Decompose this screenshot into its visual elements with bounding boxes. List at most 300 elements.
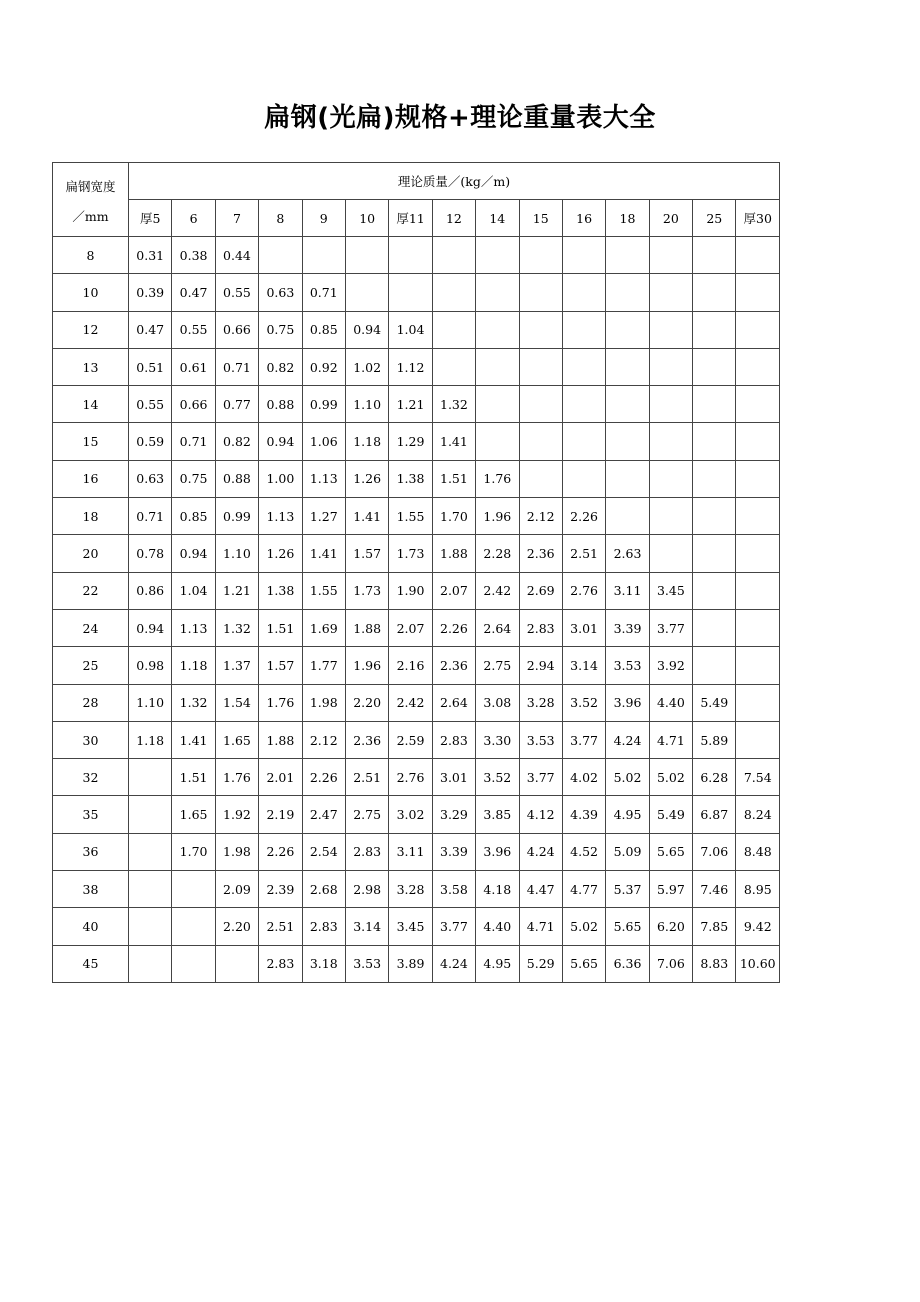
weight-cell: 1.76 [476, 460, 519, 497]
weight-cell: 4.18 [476, 871, 519, 908]
weight-cell: 6.20 [649, 908, 692, 945]
weight-cell: 3.96 [476, 833, 519, 870]
weight-cell: 7.46 [693, 871, 736, 908]
weight-cell [562, 311, 605, 348]
thickness-header-7: 12 [432, 200, 475, 237]
weight-cell: 4.24 [432, 945, 475, 982]
weight-cell: 2.26 [302, 759, 345, 796]
weight-cell [693, 647, 736, 684]
weight-cell [606, 460, 649, 497]
weight-cell: 5.02 [606, 759, 649, 796]
table-row [53, 311, 780, 348]
weight-cell: 2.83 [345, 833, 388, 870]
width-cell: 36 [53, 833, 129, 870]
weight-cell: 1.55 [389, 498, 432, 535]
page-title: 扁钢(光扁)规格+理论重量表大全 [264, 103, 656, 133]
weight-cell: 5.02 [649, 759, 692, 796]
weight-cell [736, 311, 780, 348]
table-row [53, 908, 780, 945]
thickness-header-6: 厚11 [389, 200, 432, 237]
weight-cell [129, 945, 172, 982]
weight-cell: 4.40 [649, 684, 692, 721]
weight-cell: 2.83 [259, 945, 302, 982]
weight-cell [736, 535, 780, 572]
weight-cell: 8.48 [736, 833, 780, 870]
weight-cell [259, 237, 302, 274]
weight-cell: 3.28 [519, 684, 562, 721]
weight-cell: 2.83 [432, 721, 475, 758]
weight-cell: 5.97 [649, 871, 692, 908]
width-cell: 35 [53, 796, 129, 833]
weight-cell: 2.75 [476, 647, 519, 684]
weight-cell: 1.21 [389, 386, 432, 423]
thickness-header-row [53, 200, 780, 237]
weight-cell: 3.08 [476, 684, 519, 721]
weight-cell: 6.36 [606, 945, 649, 982]
weight-cell [345, 274, 388, 311]
weight-cell [693, 348, 736, 385]
weight-cell: 4.40 [476, 908, 519, 945]
weight-cell [562, 423, 605, 460]
weight-cell: 0.55 [215, 274, 258, 311]
weight-cell: 2.47 [302, 796, 345, 833]
weight-cell: 3.01 [432, 759, 475, 796]
weight-cell: 0.71 [215, 348, 258, 385]
weight-cell: 3.53 [519, 721, 562, 758]
width-cell: 38 [53, 871, 129, 908]
weight-cell [736, 721, 780, 758]
weight-cell: 0.44 [215, 237, 258, 274]
weight-cell: 0.75 [172, 460, 215, 497]
weight-cell [476, 274, 519, 311]
weight-cell: 2.42 [476, 572, 519, 609]
weight-cell: 1.54 [215, 684, 258, 721]
weight-cell: 1.88 [432, 535, 475, 572]
weight-cell [736, 572, 780, 609]
weight-cell [693, 498, 736, 535]
weight-cell: 1.10 [345, 386, 388, 423]
weight-cell: 0.39 [129, 274, 172, 311]
weight-cell: 2.51 [259, 908, 302, 945]
weight-cell: 0.94 [259, 423, 302, 460]
weight-cell: 1.98 [302, 684, 345, 721]
weight-cell: 1.65 [172, 796, 215, 833]
weight-cell: 4.52 [562, 833, 605, 870]
weight-cell: 9.42 [736, 908, 780, 945]
table-row [53, 721, 780, 758]
weight-cell: 2.12 [302, 721, 345, 758]
weight-cell: 0.61 [172, 348, 215, 385]
table-row [53, 871, 780, 908]
weight-cell [606, 274, 649, 311]
weight-cell [476, 348, 519, 385]
weight-cell [693, 609, 736, 646]
weight-cell: 0.71 [129, 498, 172, 535]
weight-cell: 3.77 [649, 609, 692, 646]
weight-cell: 1.51 [432, 460, 475, 497]
weight-cell: 3.02 [389, 796, 432, 833]
weight-cell: 1.13 [172, 609, 215, 646]
header-row-1 [53, 163, 780, 200]
weight-cell: 0.66 [172, 386, 215, 423]
weight-cell: 0.38 [172, 237, 215, 274]
weight-cell: 2.75 [345, 796, 388, 833]
weight-cell [736, 348, 780, 385]
weight-cell [562, 237, 605, 274]
weight-cell [302, 237, 345, 274]
thickness-header-4: 9 [302, 200, 345, 237]
weight-cell [736, 386, 780, 423]
weight-cell: 1.38 [259, 572, 302, 609]
weight-cell: 3.30 [476, 721, 519, 758]
weight-cell [519, 237, 562, 274]
weight-cell [129, 759, 172, 796]
weight-cell: 0.55 [172, 311, 215, 348]
table-row [53, 423, 780, 460]
weight-cell: 1.13 [302, 460, 345, 497]
weight-cell: 2.59 [389, 721, 432, 758]
weight-cell: 0.47 [129, 311, 172, 348]
weight-cell: 0.88 [259, 386, 302, 423]
table-row [53, 572, 780, 609]
weight-cell: 7.85 [693, 908, 736, 945]
weight-cell: 0.88 [215, 460, 258, 497]
weight-cell [476, 386, 519, 423]
weight-cell: 6.28 [693, 759, 736, 796]
weight-cell: 2.36 [519, 535, 562, 572]
weight-cell: 1.90 [389, 572, 432, 609]
table-row [53, 237, 780, 274]
weight-cell: 10.60 [736, 945, 780, 982]
weight-cell: 0.82 [215, 423, 258, 460]
weight-cell [736, 498, 780, 535]
weight-cell: 3.92 [649, 647, 692, 684]
weight-cell: 0.63 [259, 274, 302, 311]
weight-cell [649, 535, 692, 572]
weight-cell: 1.12 [389, 348, 432, 385]
weight-cell: 0.71 [302, 274, 345, 311]
weight-cell [736, 423, 780, 460]
weight-cell [519, 311, 562, 348]
weight-cell: 5.65 [649, 833, 692, 870]
thickness-header-9: 15 [519, 200, 562, 237]
weight-cell: 1.73 [345, 572, 388, 609]
weight-cell: 1.88 [345, 609, 388, 646]
weight-cell: 1.10 [129, 684, 172, 721]
weight-cell: 0.85 [172, 498, 215, 535]
weight-cell [562, 274, 605, 311]
weight-cell [389, 237, 432, 274]
weight-cell [736, 460, 780, 497]
weight-cell [693, 237, 736, 274]
thickness-header-14: 厚30 [736, 200, 780, 237]
weight-cell: 1.18 [345, 423, 388, 460]
weight-cell [649, 460, 692, 497]
weight-cell: 3.11 [606, 572, 649, 609]
table-row [53, 796, 780, 833]
table-row [53, 460, 780, 497]
weight-cell: 4.24 [606, 721, 649, 758]
width-cell: 30 [53, 721, 129, 758]
weight-cell: 2.09 [215, 871, 258, 908]
weight-cell: 1.13 [259, 498, 302, 535]
width-cell: 16 [53, 460, 129, 497]
weight-cell: 3.53 [345, 945, 388, 982]
width-cell: 20 [53, 535, 129, 572]
weight-cell: 3.77 [519, 759, 562, 796]
width-cell: 14 [53, 386, 129, 423]
weight-cell [606, 386, 649, 423]
weight-cell [693, 460, 736, 497]
weight-cell: 1.26 [345, 460, 388, 497]
weight-cell: 1.57 [259, 647, 302, 684]
weight-cell [606, 498, 649, 535]
weight-cell: 5.65 [606, 908, 649, 945]
weight-cell [649, 311, 692, 348]
weight-cell [519, 386, 562, 423]
weight-cell: 1.10 [215, 535, 258, 572]
table-row [53, 759, 780, 796]
weight-cell: 2.63 [606, 535, 649, 572]
mass-header-cell: 理论质量／(kg／m) [129, 163, 780, 200]
weight-cell: 7.06 [693, 833, 736, 870]
weight-cell: 1.76 [215, 759, 258, 796]
weight-cell: 2.68 [302, 871, 345, 908]
weight-cell: 2.26 [562, 498, 605, 535]
weight-cell [562, 348, 605, 385]
thickness-header-12: 20 [649, 200, 692, 237]
weight-cell: 1.32 [432, 386, 475, 423]
weight-cell: 0.71 [172, 423, 215, 460]
width-header-unit: ／mm [72, 208, 109, 224]
table-row [53, 833, 780, 870]
weight-cell: 3.52 [476, 759, 519, 796]
weight-cell: 0.82 [259, 348, 302, 385]
weight-cell: 3.52 [562, 684, 605, 721]
weight-cell: 5.49 [649, 796, 692, 833]
weight-cell [736, 647, 780, 684]
weight-cell [432, 348, 475, 385]
weight-cell [649, 386, 692, 423]
weight-cell: 2.98 [345, 871, 388, 908]
weight-cell: 1.04 [389, 311, 432, 348]
weight-cell: 2.39 [259, 871, 302, 908]
width-cell: 18 [53, 498, 129, 535]
width-cell: 22 [53, 572, 129, 609]
weight-cell: 3.18 [302, 945, 345, 982]
weight-cell: 5.29 [519, 945, 562, 982]
weight-cell [476, 237, 519, 274]
weight-cell [389, 274, 432, 311]
weight-cell [693, 274, 736, 311]
weight-cell: 1.51 [172, 759, 215, 796]
weight-cell [693, 386, 736, 423]
weight-cell: 4.71 [519, 908, 562, 945]
weight-cell [129, 908, 172, 945]
weight-cell [519, 274, 562, 311]
weight-cell: 1.88 [259, 721, 302, 758]
flat-steel-weight-table [52, 162, 780, 983]
width-cell: 13 [53, 348, 129, 385]
weight-cell: 0.55 [129, 386, 172, 423]
weight-cell [172, 871, 215, 908]
weight-cell: 1.02 [345, 348, 388, 385]
weight-cell [519, 423, 562, 460]
weight-cell: 1.26 [259, 535, 302, 572]
weight-cell: 1.96 [476, 498, 519, 535]
weight-cell [649, 274, 692, 311]
weight-cell: 3.29 [432, 796, 475, 833]
weight-cell: 2.83 [302, 908, 345, 945]
weight-cell: 0.78 [129, 535, 172, 572]
weight-cell: 2.26 [432, 609, 475, 646]
weight-cell: 5.89 [693, 721, 736, 758]
weight-cell [476, 423, 519, 460]
thickness-header-13: 25 [693, 200, 736, 237]
weight-cell [693, 311, 736, 348]
weight-cell: 1.57 [345, 535, 388, 572]
weight-cell [519, 460, 562, 497]
weight-cell: 3.77 [562, 721, 605, 758]
thickness-header-11: 18 [606, 200, 649, 237]
thickness-header-5: 10 [345, 200, 388, 237]
table-row [53, 647, 780, 684]
thickness-header-3: 8 [259, 200, 302, 237]
weight-cell: 1.55 [302, 572, 345, 609]
table-row [53, 348, 780, 385]
weight-cell [606, 237, 649, 274]
weight-cell: 3.14 [562, 647, 605, 684]
weight-cell [432, 274, 475, 311]
weight-cell: 4.95 [476, 945, 519, 982]
weight-cell: 2.19 [259, 796, 302, 833]
weight-cell: 4.71 [649, 721, 692, 758]
weight-cell: 1.38 [389, 460, 432, 497]
weight-cell: 2.51 [345, 759, 388, 796]
weight-cell: 3.58 [432, 871, 475, 908]
thickness-header-0: 厚5 [129, 200, 172, 237]
weight-cell: 1.77 [302, 647, 345, 684]
weight-cell [649, 498, 692, 535]
table-row [53, 498, 780, 535]
table-row [53, 386, 780, 423]
weight-cell: 1.70 [432, 498, 475, 535]
weight-cell: 6.87 [693, 796, 736, 833]
weight-cell: 4.12 [519, 796, 562, 833]
weight-cell [606, 311, 649, 348]
weight-cell: 2.64 [432, 684, 475, 721]
table-row [53, 609, 780, 646]
width-cell: 45 [53, 945, 129, 982]
weight-cell: 5.65 [562, 945, 605, 982]
weight-cell: 1.18 [129, 721, 172, 758]
table-row [53, 535, 780, 572]
weight-cell: 1.98 [215, 833, 258, 870]
weight-cell: 3.45 [649, 572, 692, 609]
weight-cell: 1.41 [432, 423, 475, 460]
weight-cell [172, 908, 215, 945]
weight-cell [649, 348, 692, 385]
weight-cell: 1.37 [215, 647, 258, 684]
width-cell: 12 [53, 311, 129, 348]
weight-cell: 3.77 [432, 908, 475, 945]
weight-cell: 2.51 [562, 535, 605, 572]
weight-cell: 2.94 [519, 647, 562, 684]
weight-cell: 0.63 [129, 460, 172, 497]
weight-cell [693, 535, 736, 572]
weight-cell: 1.32 [172, 684, 215, 721]
weight-cell: 3.85 [476, 796, 519, 833]
weight-cell: 0.99 [302, 386, 345, 423]
weight-cell: 1.73 [389, 535, 432, 572]
weight-cell: 3.01 [562, 609, 605, 646]
weight-cell [172, 945, 215, 982]
weight-cell [736, 274, 780, 311]
weight-cell: 2.69 [519, 572, 562, 609]
weight-cell: 3.96 [606, 684, 649, 721]
weight-cell: 0.99 [215, 498, 258, 535]
weight-cell: 2.36 [432, 647, 475, 684]
thickness-header-10: 16 [562, 200, 605, 237]
weight-cell [519, 348, 562, 385]
weight-cell: 0.94 [129, 609, 172, 646]
weight-cell [693, 423, 736, 460]
weight-cell [129, 833, 172, 870]
weight-cell: 0.31 [129, 237, 172, 274]
thickness-header-1: 6 [172, 200, 215, 237]
weight-cell: 2.07 [389, 609, 432, 646]
weight-cell: 1.29 [389, 423, 432, 460]
weight-cell [345, 237, 388, 274]
weight-cell: 1.70 [172, 833, 215, 870]
weight-cell: 0.92 [302, 348, 345, 385]
weight-cell: 0.47 [172, 274, 215, 311]
weight-cell: 1.18 [172, 647, 215, 684]
width-cell: 24 [53, 609, 129, 646]
weight-cell [129, 871, 172, 908]
weight-cell [649, 237, 692, 274]
weight-cell [432, 237, 475, 274]
weight-cell [432, 311, 475, 348]
weight-cell [129, 796, 172, 833]
width-cell: 25 [53, 647, 129, 684]
weight-cell: 2.83 [519, 609, 562, 646]
weight-cell: 3.14 [345, 908, 388, 945]
weight-cell: 2.28 [476, 535, 519, 572]
weight-cell [476, 311, 519, 348]
weight-cell: 0.86 [129, 572, 172, 609]
weight-cell: 5.49 [693, 684, 736, 721]
table-row [53, 274, 780, 311]
weight-cell: 1.04 [172, 572, 215, 609]
weight-cell: 1.69 [302, 609, 345, 646]
weight-cell: 1.27 [302, 498, 345, 535]
weight-cell: 7.06 [649, 945, 692, 982]
thickness-header-2: 7 [215, 200, 258, 237]
weight-cell: 0.85 [302, 311, 345, 348]
width-cell: 40 [53, 908, 129, 945]
weight-cell: 4.02 [562, 759, 605, 796]
weight-cell: 1.65 [215, 721, 258, 758]
weight-cell: 8.95 [736, 871, 780, 908]
weight-cell [562, 460, 605, 497]
weight-cell: 1.21 [215, 572, 258, 609]
weight-cell: 3.89 [389, 945, 432, 982]
weight-cell: 1.76 [259, 684, 302, 721]
weight-cell: 2.64 [476, 609, 519, 646]
weight-cell: 7.54 [736, 759, 780, 796]
weight-cell [562, 386, 605, 423]
